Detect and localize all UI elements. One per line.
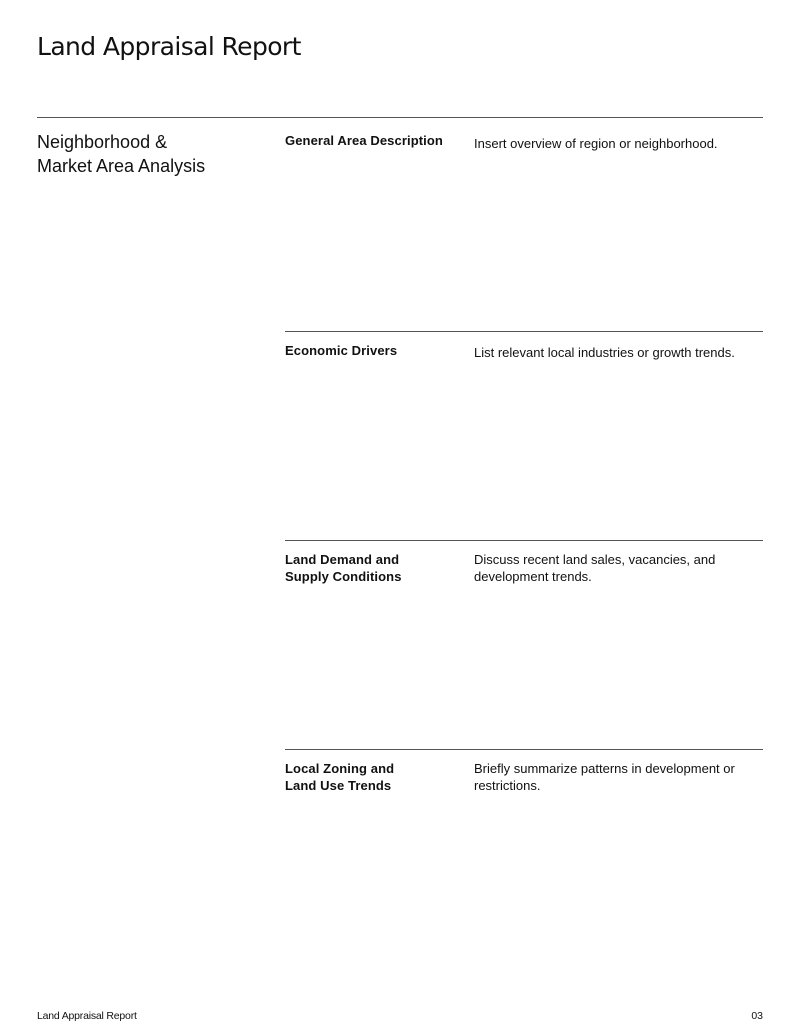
row-text-local-zoning: Briefly summarize patterns in development or restrictions. — [474, 761, 735, 793]
row-text-economic-drivers: List relevant local industries or growth trends. — [474, 345, 735, 360]
section-heading-line2: Market Area Analysis — [37, 156, 206, 176]
section-heading-line1: Neighborhood & — [37, 132, 168, 152]
page-number: 03 — [751, 1010, 763, 1022]
row-divider — [285, 540, 763, 541]
header-divider — [37, 117, 763, 118]
footer-title: Land Appraisal Report — [37, 1010, 137, 1022]
section-heading — [37, 130, 257, 178]
row-label-land-demand: Land Demand and Supply Conditions — [285, 552, 402, 584]
row-text-general-area: Insert overview of region or neighborhood. — [474, 136, 718, 151]
row-divider — [285, 331, 763, 332]
row-label-local-zoning: Local Zoning and Land Use Trends — [285, 761, 395, 793]
row-label-economic-drivers: Economic Drivers — [285, 343, 398, 358]
row-label-general-area: General Area Description — [285, 133, 443, 148]
page-title: Land Appraisal Report — [37, 32, 301, 61]
row-divider — [285, 749, 763, 750]
row-text-land-demand: Discuss recent land sales, vacancies, and development trends. — [474, 552, 716, 584]
